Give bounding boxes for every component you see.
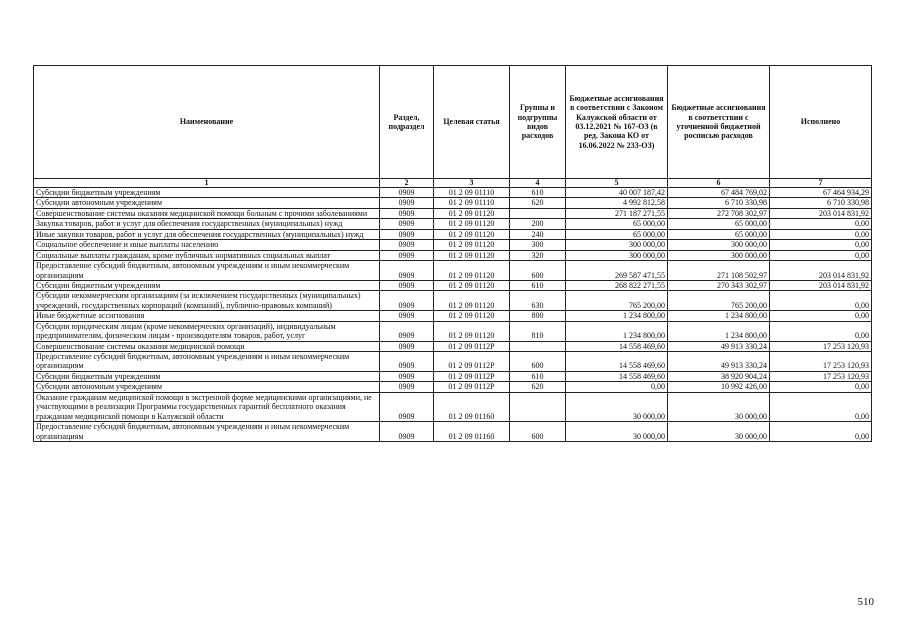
- column-number: 1: [34, 179, 380, 188]
- cell-target: 01 2 09 01120: [434, 261, 510, 281]
- cell-name: Совершенствование системы оказания медицинской помощи больным с прочими заболеваниями: [34, 208, 380, 218]
- cell-target: 01 2 09 0112Р: [434, 341, 510, 351]
- cell-refined-amount: 272 708 302,97: [668, 208, 770, 218]
- cell-executed-amount: 17 253 120,93: [770, 341, 872, 351]
- cell-law-amount: 1 234 800,00: [566, 321, 668, 341]
- cell-target: 01 2 09 01120: [434, 280, 510, 290]
- cell-executed-amount: 0,00: [770, 311, 872, 321]
- cell-target: 01 2 09 01120: [434, 219, 510, 229]
- cell-law-amount: 65 000,00: [566, 229, 668, 239]
- cell-refined-amount: 300 000,00: [668, 240, 770, 250]
- cell-target: 01 2 09 0112Р: [434, 352, 510, 372]
- cell-section: 0909: [380, 371, 434, 381]
- cell-section: 0909: [380, 341, 434, 351]
- cell-target: 01 2 09 0112Р: [434, 371, 510, 381]
- table-row: [34, 188, 872, 198]
- cell-executed-amount: 203 014 831,92: [770, 261, 872, 281]
- cell-target: 01 2 09 0112Р: [434, 382, 510, 392]
- cell-law-amount: 14 558 469,60: [566, 352, 668, 372]
- cell-name: Субсидии бюджетным учреждениям: [34, 371, 380, 381]
- cell-group: 600: [510, 352, 566, 372]
- cell-group: 200: [510, 219, 566, 229]
- cell-refined-amount: 30 000,00: [668, 422, 770, 442]
- cell-law-amount: 1 234 800,00: [566, 311, 668, 321]
- cell-section: 0909: [380, 291, 434, 311]
- cell-target: 01 2 09 01120: [434, 208, 510, 218]
- header-section: Раздел, подраздел: [380, 66, 434, 179]
- cell-group: 600: [510, 422, 566, 442]
- cell-group: [510, 392, 566, 421]
- page-number: 510: [857, 596, 874, 608]
- cell-section: 0909: [380, 321, 434, 341]
- cell-name: Субсидии бюджетным учреждениям: [34, 280, 380, 290]
- cell-group: 320: [510, 250, 566, 260]
- cell-name: Предоставление субсидий бюджетным, автономным учреждениям и иным некоммерческим организациям: [34, 352, 380, 372]
- cell-name: Социальные выплаты гражданам, кроме публичных нормативных социальных выплат: [34, 250, 380, 260]
- header-row: [34, 66, 872, 179]
- cell-executed-amount: 203 014 831,92: [770, 280, 872, 290]
- cell-law-amount: 0,00: [566, 382, 668, 392]
- cell-name: Субсидии автономным учреждениям: [34, 382, 380, 392]
- cell-refined-amount: 765 200,00: [668, 291, 770, 311]
- table-row: [34, 382, 872, 392]
- cell-refined-amount: 49 913 330,24: [668, 352, 770, 372]
- table-row: [34, 352, 872, 372]
- cell-law-amount: 300 000,00: [566, 240, 668, 250]
- cell-name: Предоставление субсидий бюджетным, автономным учреждениям и иным некоммерческим организациям: [34, 422, 380, 442]
- table-row: [34, 371, 872, 381]
- cell-section: 0909: [380, 198, 434, 208]
- cell-group: 810: [510, 321, 566, 341]
- table-body: [34, 188, 872, 442]
- table-row: [34, 291, 872, 311]
- cell-section: 0909: [380, 382, 434, 392]
- cell-law-amount: 765 200,00: [566, 291, 668, 311]
- cell-refined-amount: 65 000,00: [668, 219, 770, 229]
- cell-executed-amount: 6 710 330,98: [770, 198, 872, 208]
- cell-section: 0909: [380, 229, 434, 239]
- header-law: Бюджетные ассигнования в соответствии с Законом Калужской области от 03.12.2021 № 167-ОЗ (в ред. Закона КО от 16.06.2022 № 233-ОЗ): [566, 66, 668, 179]
- table-row: [34, 392, 872, 421]
- cell-section: 0909: [380, 392, 434, 421]
- cell-target: 01 2 09 01120: [434, 250, 510, 260]
- cell-name: Закупка товаров, работ и услуг для обеспечения государственных (муниципальных) нужд: [34, 219, 380, 229]
- cell-refined-amount: 10 992 426,00: [668, 382, 770, 392]
- column-number: 5: [566, 179, 668, 188]
- cell-refined-amount: 67 484 769,02: [668, 188, 770, 198]
- table-row: [34, 321, 872, 341]
- cell-name: Субсидии некоммерческим организациям (за исключением государственных (муниципальных) учреждений, государственных корпораций (компаний), публично-правовых компаний): [34, 291, 380, 311]
- header-groups: Группы и подгруппы видов расходов: [510, 66, 566, 179]
- column-number: 7: [770, 179, 872, 188]
- table-row: [34, 280, 872, 290]
- cell-group: 300: [510, 240, 566, 250]
- column-number: 2: [380, 179, 434, 188]
- cell-section: 0909: [380, 219, 434, 229]
- cell-refined-amount: 6 710 330,98: [668, 198, 770, 208]
- header-refined: Бюджетные ассигнования в соответствии с уточненной бюджетной росписью расходов: [668, 66, 770, 179]
- cell-name: Оказание гражданам медицинской помощи в экстренной форме медицинскими организациями, не участвующими в реализации Программы государственных гарантий бесплатного оказания гражданам медицинской помощи в Калужской области: [34, 392, 380, 421]
- cell-group: 610: [510, 188, 566, 198]
- cell-group: 800: [510, 311, 566, 321]
- cell-section: 0909: [380, 280, 434, 290]
- cell-section: 0909: [380, 311, 434, 321]
- cell-name: Субсидии автономным учреждениям: [34, 198, 380, 208]
- cell-group: 610: [510, 280, 566, 290]
- budget-table: [33, 65, 872, 442]
- cell-group: 630: [510, 291, 566, 311]
- cell-executed-amount: 17 253 120,93: [770, 371, 872, 381]
- table-row: [34, 198, 872, 208]
- cell-section: 0909: [380, 250, 434, 260]
- table-row: [34, 250, 872, 260]
- header-target: Целевая статья: [434, 66, 510, 179]
- table-row: [34, 261, 872, 281]
- table-row: [34, 208, 872, 218]
- cell-executed-amount: 0,00: [770, 321, 872, 341]
- cell-section: 0909: [380, 422, 434, 442]
- cell-executed-amount: 0,00: [770, 422, 872, 442]
- cell-law-amount: 30 000,00: [566, 422, 668, 442]
- cell-executed-amount: 67 464 934,29: [770, 188, 872, 198]
- cell-executed-amount: 0,00: [770, 382, 872, 392]
- cell-executed-amount: 17 253 120,93: [770, 352, 872, 372]
- cell-section: 0909: [380, 261, 434, 281]
- cell-refined-amount: 49 913 330,24: [668, 341, 770, 351]
- cell-target: 01 2 09 01160: [434, 422, 510, 442]
- cell-target: 01 2 09 01110: [434, 198, 510, 208]
- cell-law-amount: 30 000,00: [566, 392, 668, 421]
- cell-section: 0909: [380, 240, 434, 250]
- cell-executed-amount: 0,00: [770, 392, 872, 421]
- table-row: [34, 219, 872, 229]
- cell-refined-amount: 1 234 800,00: [668, 321, 770, 341]
- cell-name: Предоставление субсидий бюджетным, автономным учреждениям и иным некоммерческим организациям: [34, 261, 380, 281]
- cell-executed-amount: 203 014 831,92: [770, 208, 872, 218]
- cell-executed-amount: 0,00: [770, 291, 872, 311]
- cell-law-amount: 14 558 469,60: [566, 341, 668, 351]
- cell-law-amount: 14 558 469,60: [566, 371, 668, 381]
- table-row: [34, 229, 872, 239]
- cell-name: Субсидии бюджетным учреждениям: [34, 188, 380, 198]
- cell-target: 01 2 09 01120: [434, 311, 510, 321]
- cell-section: 0909: [380, 208, 434, 218]
- header-executed: Исполнено: [770, 66, 872, 179]
- cell-law-amount: 40 007 187,42: [566, 188, 668, 198]
- cell-target: 01 2 09 01110: [434, 188, 510, 198]
- cell-refined-amount: 300 000,00: [668, 250, 770, 260]
- cell-law-amount: 4 992 812,58: [566, 198, 668, 208]
- cell-group: 600: [510, 261, 566, 281]
- column-number: 4: [510, 179, 566, 188]
- cell-law-amount: 268 822 271,55: [566, 280, 668, 290]
- cell-group: 610: [510, 371, 566, 381]
- cell-name: Иные бюджетные ассигнования: [34, 311, 380, 321]
- cell-executed-amount: 0,00: [770, 219, 872, 229]
- cell-group: [510, 208, 566, 218]
- cell-name: Субсидии юридическим лицам (кроме некоммерческих организаций), индивидуальным предпринимателям, физическим лицам - производителям товаров, работ, услуг: [34, 321, 380, 341]
- cell-name: Иные закупки товаров, работ и услуг для обеспечения государственных (муниципальных) нужд: [34, 229, 380, 239]
- cell-target: 01 2 09 01120: [434, 240, 510, 250]
- cell-law-amount: 269 587 471,55: [566, 261, 668, 281]
- table-row: [34, 341, 872, 351]
- cell-law-amount: 300 000,00: [566, 250, 668, 260]
- cell-executed-amount: 0,00: [770, 229, 872, 239]
- cell-refined-amount: 38 920 904,24: [668, 371, 770, 381]
- cell-refined-amount: 1 234 800,00: [668, 311, 770, 321]
- table-row: [34, 240, 872, 250]
- cell-target: 01 2 09 01160: [434, 392, 510, 421]
- cell-group: [510, 341, 566, 351]
- cell-law-amount: 271 187 271,55: [566, 208, 668, 218]
- cell-refined-amount: 270 343 302,97: [668, 280, 770, 290]
- cell-group: 620: [510, 198, 566, 208]
- cell-target: 01 2 09 01120: [434, 291, 510, 311]
- cell-refined-amount: 30 000,00: [668, 392, 770, 421]
- table-row: [34, 422, 872, 442]
- cell-refined-amount: 271 108 502,97: [668, 261, 770, 281]
- column-number-row: [34, 179, 872, 188]
- cell-group: 620: [510, 382, 566, 392]
- cell-law-amount: 65 000,00: [566, 219, 668, 229]
- column-number: 3: [434, 179, 510, 188]
- cell-target: 01 2 09 01120: [434, 229, 510, 239]
- cell-refined-amount: 65 000,00: [668, 229, 770, 239]
- cell-target: 01 2 09 01120: [434, 321, 510, 341]
- column-number: 6: [668, 179, 770, 188]
- cell-group: 240: [510, 229, 566, 239]
- cell-name: Совершенствование системы оказания медицинской помощи: [34, 341, 380, 351]
- table-row: [34, 311, 872, 321]
- cell-name: Социальное обеспечение и иные выплаты населению: [34, 240, 380, 250]
- cell-executed-amount: 0,00: [770, 240, 872, 250]
- cell-section: 0909: [380, 188, 434, 198]
- cell-section: 0909: [380, 352, 434, 372]
- header-name: Наименование: [34, 66, 380, 179]
- cell-executed-amount: 0,00: [770, 250, 872, 260]
